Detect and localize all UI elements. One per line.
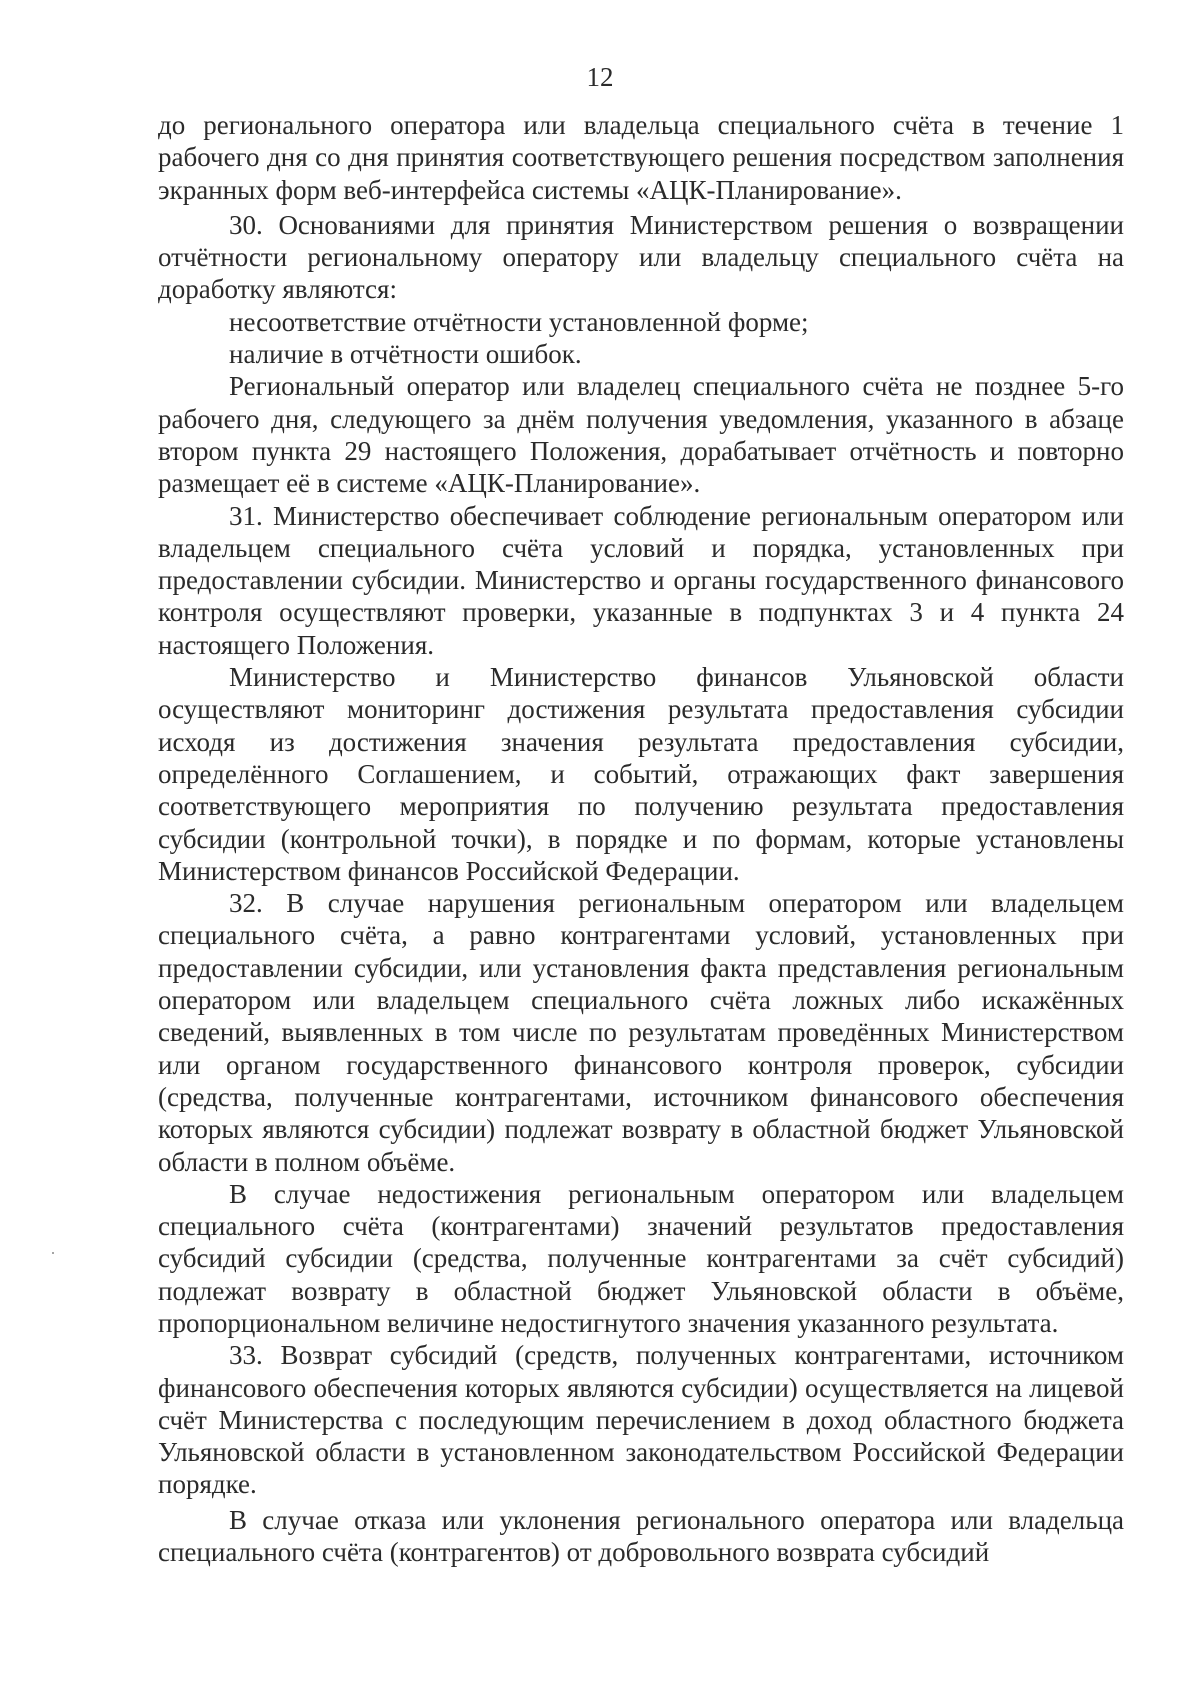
page-number: 12 (586, 62, 614, 92)
paragraph: Региональный оператор или владелец специального счёта не позднее 5-го рабочего дня, следующего за днём получения уведомления, указанного в абзаце втором пункта 29 настоящего Положения, дорабатывает отчётность и повторно размещает её в системе «АЦК-Планирование». (158, 371, 1124, 499)
paragraph: В случае недостижения региональным оператором или владельцем специального счёта (контрагентами) значений результатов предоставления субсидий субсидии (средства, полученные контрагентами за счёт субсидий) подлежат возврату в областной бюджет Ульяновской области в объёме, пропорциональном величине недостигнутого значения указанного результата. (158, 1178, 1124, 1338)
paragraph-item-32: 32. В случае нарушения региональным оператором или владельцем специального счёта, а равно контрагентами условий, установленных при предоставлении субсидии, или установления факта представления региональным оператором или владельцем специального счёта ложных либо искажённых сведений, выявленных в том числе по результатам проведённых Министерством или органом государственного финансового контроля проверок, субсидии (средства, полученные контрагентами, источником финансового обеспечения которых являются субсидии) подлежат возврату в областной бюджет Ульяновской области в полном объёме. (158, 888, 1124, 1177)
paragraph-item-30: 30. Основаниями для принятия Министерством решения о возвращении отчётности региональному оператору или владельцу специального счёта на доработку являются: (158, 209, 1124, 305)
paragraph: Министерство и Министерство финансов Ульяновской области осуществляют мониторинг достижения результата предоставления субсидии исходя из достижения значения результата предоставления субсидии, определённого Соглашением, и событий, отражающих факт завершения соответствующего мероприятия по получению результата предоставления субсидии (контрольной точки), в порядке и по формам, которые установлены Министерством финансов Российской Федерации. (158, 662, 1124, 886)
paragraph: несоответствие отчётности установленной форме; (229, 306, 809, 337)
scan-speck (52, 1252, 54, 1254)
paragraph-item-31: 31. Министерство обеспечивает соблюдение региональным оператором или владельцем специального счёта условий и порядка, установленных при предоставлении субсидии. Министерство и органы государственного финансового контроля осуществляют проверки, указанные в подпунктах 3 и 4 пункта 24 настоящего Положения. (158, 500, 1124, 660)
paragraph-item-33: 33. Возврат субсидий (средств, полученных контрагентами, источником финансового обеспечения которых являются субсидии) осуществляется на лицевой счёт Министерства с последующим перечислением в доход областного бюджета Ульяновской области в установленном законодательством Российской Федерации порядке. (158, 1340, 1124, 1500)
paragraph: до регионального оператора или владельца специального счёта в течение 1 рабочего дня со дня принятия соответствующего решения посредством заполнения экранных форм веб-интерфейса системы «АЦК-Планирование». (158, 110, 1124, 205)
paragraph: В случае отказа или уклонения регионального оператора или владельца специального счёта (контрагентов) от добровольного возврата субсидий (158, 1504, 1124, 1568)
paragraph: наличие в отчётности ошибок. (229, 339, 582, 370)
document-body (158, 109, 1124, 1568)
